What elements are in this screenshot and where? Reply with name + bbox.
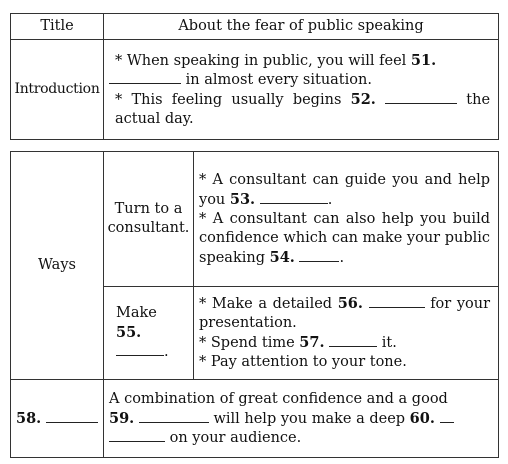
- blank-59[interactable]: [139, 410, 209, 423]
- blank-57[interactable]: [329, 334, 377, 347]
- title-value-cell: [104, 14, 499, 40]
- blank-54[interactable]: [299, 249, 339, 262]
- consultant-label: Turn to a consultant.: [107, 201, 190, 236]
- blank-56[interactable]: [369, 295, 425, 308]
- blank-58[interactable]: [46, 410, 98, 423]
- intro-label-cell: [11, 40, 104, 140]
- consultant-line2: * A consultant can also help you build confidence which can make your public speaking: [199, 210, 491, 266]
- blank-58-cell: [11, 380, 104, 458]
- blank-53-number: 53.: [229, 190, 256, 208]
- intro-line2b: the actual day.: [115, 91, 491, 127]
- blank-56-number: 56.: [337, 295, 363, 312]
- blank-60-number: 60.: [409, 409, 435, 427]
- blank-51[interactable]: [109, 71, 181, 84]
- summary-line3: on your audience.: [169, 429, 302, 446]
- summary-line1: A combination of great confidence and a good: [109, 390, 448, 407]
- title-label: Title: [40, 18, 74, 34]
- intro-label: Introduction: [14, 81, 100, 97]
- intro-line1: * When speaking in public, you will feel: [115, 52, 407, 69]
- make-line2a: * Spend time: [199, 335, 295, 351]
- blank-60-a[interactable]: [440, 410, 454, 423]
- ways-label-cell: [11, 152, 104, 380]
- blank-59-number: 59.: [109, 409, 135, 427]
- blank-53[interactable]: [260, 191, 328, 204]
- make-line1b: for your presentation.: [199, 296, 491, 331]
- intro-line2a: * This feeling usually begins: [115, 91, 342, 108]
- blank-58-number: 58.: [16, 409, 42, 427]
- title-intro-table: [10, 13, 499, 140]
- blank-51-number: 51.: [410, 51, 437, 69]
- title-value: About the fear of public speaking: [178, 18, 424, 34]
- summary-line2: will help you make a deep: [213, 410, 406, 427]
- make-label: Make: [116, 305, 157, 321]
- blank-54-number: 54.: [269, 248, 295, 266]
- make-line1a: * Make a detailed: [199, 296, 333, 312]
- blank-57-number: 57.: [299, 334, 325, 351]
- make-line2b: it.: [381, 335, 397, 351]
- make-content-cell: [194, 287, 499, 380]
- ways-label: Ways: [38, 257, 76, 273]
- intro-content-cell: [104, 40, 499, 140]
- ways-table: [10, 151, 499, 458]
- blank-55-number: 55.: [116, 324, 142, 341]
- blank-52[interactable]: [385, 91, 457, 104]
- make-label-cell: Make 55. .: [104, 287, 194, 380]
- title-label-cell: [11, 14, 104, 40]
- blank-55[interactable]: [116, 343, 164, 356]
- make-line3: * Pay attention to your tone.: [199, 354, 407, 370]
- consultant-content-cell: * A consultant can guide you and help you 53. . * A consultant can also help you build confidence which can make your public speaking 54. .: [194, 152, 499, 287]
- blank-60-b[interactable]: [109, 429, 165, 442]
- consultant-label-cell: [104, 152, 194, 287]
- summary-cell: [104, 380, 499, 458]
- blank-52-number: 52.: [350, 90, 376, 108]
- consultant-line1: * A consultant can guide you and help you: [199, 171, 490, 208]
- intro-line1b: in almost every situation.: [185, 71, 372, 88]
